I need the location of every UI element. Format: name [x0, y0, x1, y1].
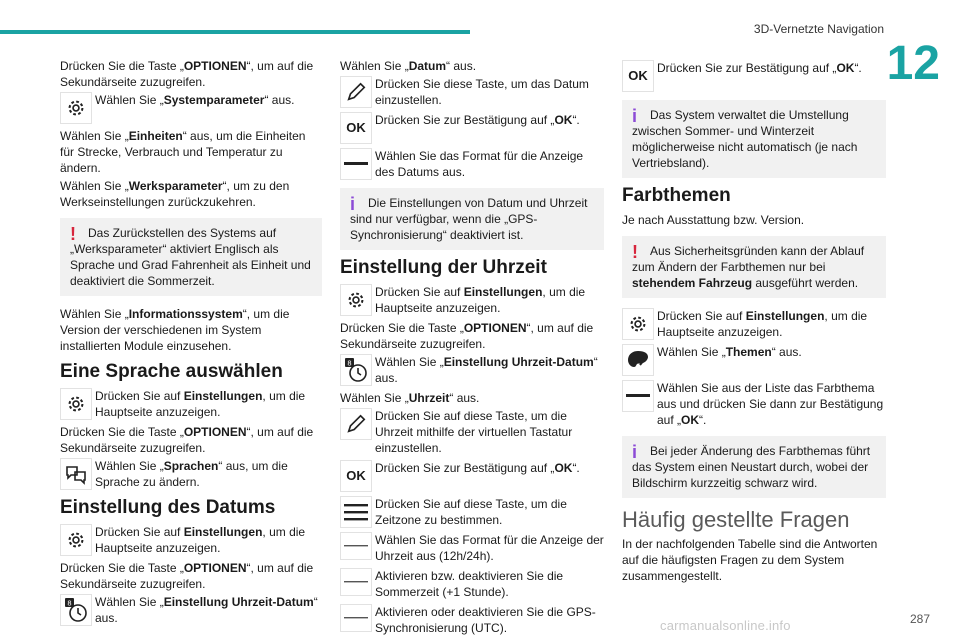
gear-icon	[60, 524, 92, 556]
paragraph: Drücken Sie die Taste „OPTIONEN“, um auf die Sekundärseite zuzugreifen.	[60, 59, 314, 89]
gear-icon	[622, 308, 654, 340]
step-row: Drücken Sie auf Einstellungen, um die Hauptseite anzuzeigen.	[60, 524, 322, 556]
dash-icon	[340, 568, 372, 596]
paragraph: Wählen Sie „Datum“ aus.	[340, 59, 477, 73]
dash-icon	[340, 604, 372, 632]
step-row: 8 Wählen Sie „Einstellung Uhrzeit-Datum“ aus.	[340, 354, 604, 386]
info-note: i Bei jeder Änderung des Farbthemas führt das System einen Neustart durch, wobei der Bildschirm kurzzeitig schwarz wird.	[622, 436, 886, 498]
step-row: OK Drücken Sie zur Bestätigung auf „OK“.	[622, 60, 886, 92]
step-row: Wählen Sie aus der Liste das Farbthema aus und drücken Sie dann zur Bestätigung auf „OK“.	[622, 380, 886, 428]
step-row: Wählen Sie das Format für die Anzeige des Datums aus.	[340, 148, 604, 180]
ok-icon: OK	[622, 60, 654, 92]
step-row: Wählen Sie „Systemparameter“ aus.	[60, 92, 322, 124]
step-row: Drücken Sie auf Einstellungen, um die Hauptseite anzuzeigen.	[340, 284, 604, 316]
warning-note: ! Aus Sicherheitsgründen kann der Ablauf zum Ändern der Farbthemen nur bei stehendem Fahrzeug ausgeführt werden.	[622, 236, 886, 298]
step-row: OK Drücken Sie zur Bestätigung auf „OK“.	[340, 112, 604, 144]
section-title: 3D-Vernetzte Navigation	[753, 22, 884, 36]
ok-icon: OK	[340, 460, 372, 492]
info-note: i Das System verwaltet die Umstellung zwischen Sommer- und Winterzeit möglicherweise nicht automatisch (je nach Vertriebsland).	[622, 100, 886, 178]
step-row: Drücken Sie diese Taste, um das Datum einzustellen.	[340, 76, 604, 108]
menu-icon	[340, 496, 372, 528]
heading-sprache: Eine Sprache auswählen	[60, 361, 283, 382]
pencil-icon	[340, 76, 372, 108]
paragraph: In der nachfolgenden Tabelle sind die Antworten auf die häufigsten Fragen zu dem System zusammengestellt.	[622, 537, 878, 583]
palette-icon	[622, 344, 654, 376]
warning-icon: !	[632, 242, 638, 262]
step-row: Drücken Sie auf diese Taste, um die Uhrzeit mithilfe der virtuellen Tastatur einzustellen.	[340, 408, 604, 456]
info-icon: i	[632, 106, 638, 126]
pencil-icon	[340, 408, 372, 440]
language-icon	[60, 458, 92, 490]
calendar-clock-icon	[340, 354, 372, 386]
list-format-icon	[340, 148, 372, 180]
step-row: 8 Wählen Sie „Einstellung Uhrzeit-Datum“ aus.	[60, 594, 322, 626]
info-icon: i	[632, 442, 638, 462]
warning-icon: !	[70, 224, 76, 244]
calendar-clock-icon	[60, 594, 92, 626]
heading-farbthemen: Farbthemen	[622, 185, 731, 206]
paragraph: Drücken Sie die Taste „OPTIONEN“, um auf die Sekundärseite zuzugreifen.	[60, 561, 314, 591]
warning-note: ! Das Zurückstellen des Systems auf „Werksparameter“ aktiviert Englisch als Sprache und Grad Fahrenheit als Einheit und deaktiviert die Sommerzeit.	[60, 218, 322, 296]
chapter-number: 12	[886, 37, 940, 90]
paragraph: Wählen Sie „Uhrzeit“ aus.	[340, 391, 480, 405]
step-row: Drücken Sie auf Einstellungen, um die Hauptseite anzuzeigen.	[622, 308, 886, 340]
ok-icon: OK	[340, 112, 372, 144]
paragraph: Drücken Sie die Taste „OPTIONEN“, um auf die Sekundärseite zuzugreifen.	[340, 321, 594, 351]
gear-icon	[60, 92, 92, 124]
heading-uhrzeit: Einstellung der Uhrzeit	[340, 257, 547, 278]
column-2	[340, 58, 604, 640]
watermark: carmanualsonline.info	[660, 618, 791, 633]
list-format-icon	[622, 380, 654, 412]
paragraph: Je nach Ausstattung bzw. Version.	[622, 213, 805, 227]
paragraph: Drücken Sie die Taste „OPTIONEN“, um auf die Sekundärseite zuzugreifen.	[60, 425, 314, 455]
step-row: Drücken Sie auf diese Taste, um die Zeitzone zu bestimmen.	[340, 496, 604, 528]
info-note: i Die Einstellungen von Datum und Uhrzeit sind nur verfügbar, wenn die „GPS-Synchronisierung“ deaktiviert ist.	[340, 188, 604, 250]
step-row: OK Drücken Sie zur Bestätigung auf „OK“.	[340, 460, 604, 492]
header-accent-bar	[0, 30, 470, 34]
paragraph: Wählen Sie „Werksparameter“, um zu den Werkseinstellungen zurückzukehren.	[60, 179, 290, 209]
step-row: Wählen Sie „Themen“ aus.	[622, 344, 886, 376]
gear-icon	[60, 388, 92, 420]
page-number: 287	[909, 612, 930, 626]
paragraph: Wählen Sie „Informationssystem“, um die Version der verschiedenen im System installierten Module einzusehen.	[60, 307, 290, 353]
dash-icon	[340, 532, 372, 560]
paragraph: Wählen Sie „Einheiten“ aus, um die Einheiten für Strecke, Verbrauch und Temperatur zu ändern.	[60, 129, 306, 175]
gear-icon	[340, 284, 372, 316]
step-row: Wählen Sie „Sprachen“ aus, um die Sprache zu ändern.	[60, 458, 322, 490]
heading-faq: Häufig gestellte Fragen	[622, 507, 850, 532]
svg-text:8: 8	[347, 359, 352, 368]
column-3	[622, 58, 886, 586]
svg-text:8: 8	[67, 599, 72, 608]
column-1	[60, 58, 322, 630]
heading-datum: Einstellung des Datums	[60, 497, 276, 518]
step-row: Aktivieren oder deaktivieren Sie die GPS-Synchronisierung (UTC).	[340, 604, 604, 636]
info-icon: i	[350, 194, 356, 214]
step-row: Wählen Sie das Format für die Anzeige der Uhrzeit aus (12h/24h).	[340, 532, 604, 564]
step-row: Aktivieren bzw. deaktivieren Sie die Sommerzeit (+1 Stunde).	[340, 568, 604, 600]
step-row: Drücken Sie auf Einstellungen, um die Hauptseite anzuzeigen.	[60, 388, 322, 420]
